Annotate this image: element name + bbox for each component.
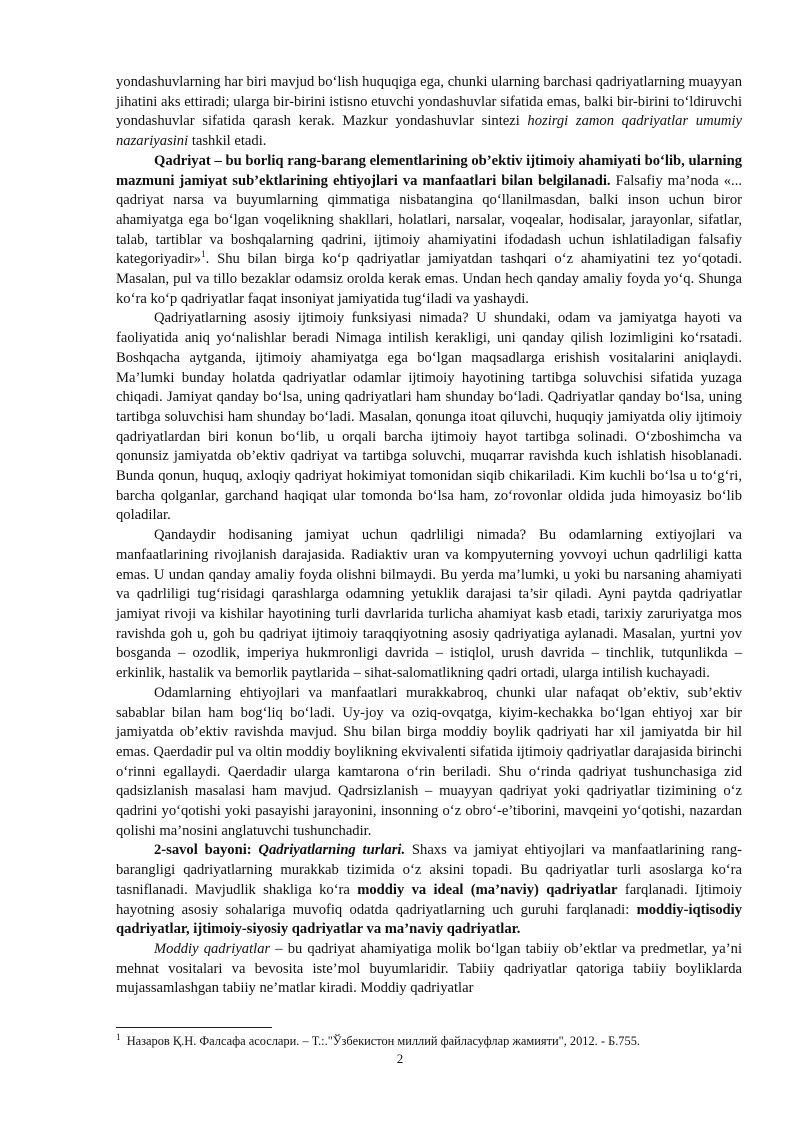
footnote-text: Назаров Қ.Н. Фалсафа асослари. – Т.:."Ўзбекистон миллий файласуфлар жамияти", 2012. - Б.755. xyxy=(126,1034,640,1048)
footnote-reference[interactable]: 1 xyxy=(201,249,206,260)
paragraph-4: Qandaydir hodisaning jamiyat uchun qadrliligi nimada? Bu odamlarning extiyojlari va manfaatlarining rivojlanish darajasida. Radiaktiv uran va kompyuterning yovvoyi uchun qadrliligi katta emas. U undan qanday amaliy foyda olishni bilmaydi. Bu yerda ma’lumki, u yoki bu narsaning ahamiyati va qadrliligi tug‘risidagi qarashlarga odamning yetuklik darajasi ta’sir qiladi. Ayni paytda qadriyatlar jamiyat rivoji va kishilar hayotining turli davrlarida turlicha ahamiyat kasb etadi, tarixiy zaruriyatga mos ravishda goh u, goh bu qadriyat ijtimoiy taraqqiyotning asosiy qadriyatiga aylanadi. Masalan, yurtni yov bosganda – ozodlik, imperiya hukmronligi davrida – istiqlol, urush davrida – tinchlik, tutqunlikda – erkinlik, hastalik va bemorlik paytlarida – sihat-salomatlikning qadri ortadi, ularga intilish kuchayadi. xyxy=(116,527,742,682)
paragraph-2 xyxy=(116,152,742,310)
emphasis-theory: hozirgi zamon qadriyatlar umumiy nazariyasini xyxy=(116,113,742,150)
emphasis-material-values: Moddiy qadriyatlar xyxy=(154,940,271,957)
paragraph-3: Qadriyatlarning asosiy ijtimoiy funksiyasi nimada? U shundaki, odam va jamiyatga hayoti va faoliyatida aniq yo‘nalishlar beradi Nimaga intilish kerakligi, uni qanday qilish lozimligini ko‘rsatadi. Boshqacha aytganda, ijtimoiy ahamiyatga ega bo‘lgan maqsadlarga erishish vositalarini aniqlaydi. Ma’lumki bunday holatda qadriyatlar odamlar ijtimoiy hayotining tartibga soluvchisi sifatida yuzaga chiqadi. Jamiyat qanday bo‘lsa, uning qadriyatlari ham shunday bo‘ladi. Qadriyatlar qanday bo‘lsa, uning tartibga soluvchisi ham shunday bo‘ladi. Masalan, qonunga itoat qiluvchi, huquqiy jamiyatda oliy ijtimoiy qadriyatlardan biri konun bo‘lib, u orqali barcha ijtimoiy hayot tartibga solinadi. O‘zboshimcha va qonunsiz jamiyatda ob’ektiv qadriyat va tartibga soluvchi, muqarrar ravishda kuch ishlatish hisoblanadi. Bunda qonun, huquq, axloqiy qadriyat hokimiyat tomonidan siqib chikariladi. Kim kuchli bo‘lsa u to‘g‘ri, barcha qolganlar, garchand haqiqat ular tomonda bo‘lsa ham, zo‘rovonlar oldida juda himoyasiz bo‘lib qoladilar. xyxy=(116,310,742,524)
paragraph-2-text: Falsafiy ma’noda «... qadriyat narsa va buyumlarning qimmatiga nisbatangina qo‘llanilmasdan, balki inson uchun biror ahamiyatga ega bo‘lgan voqelikning shakllari, holatlari, narsalar, voqealar, hodisalar, jarayonlar, sifatlar, talab, tartiblar va boshqalarning qadrini, ijtimoiy ahamiyatini ifodadash uchun ishlatiladigan falsafiy kategoriyadir» xyxy=(116,172,743,268)
paragraph-6 xyxy=(116,841,742,940)
emphasis-groups: moddiy-iqtisodiy qadriyatlar, ijtimoiy-siyosiy qadriyatlar va ma’naviy qadriyatlar. xyxy=(116,901,742,938)
section-title: Qadriyatlarning turlari. xyxy=(258,842,406,859)
emphasis-types: moddiy va ideal (ma’naviy) qadriyatlar xyxy=(357,881,618,898)
definition-bold: Qadriyat – bu borliq rang-barang elementlarining ob’ektiv ijtimoiy ahamiyati bo‘lib, ularning mazmuni jamiyat sub’ektlarining ehtiyojlari va manfaatlari bilan belgilanadi. xyxy=(116,152,742,189)
footnote-number: 1 xyxy=(116,1031,121,1042)
paragraph-1-text: yondashuvlarning har biri mavjud bo‘lish huquqiga ega, chunki ularning barchasi qadriyatlarning muayyan jihatini aks ettiradi; ularga bir-birini istisno etuvchi yondashuvlar sifatida emas, balki bir-birini to‘ldiruvchi yondashuvlar sifatida qarash kerak. Mazkur yondashuvlar sintezi xyxy=(116,74,742,130)
paragraph-1 xyxy=(116,73,742,152)
paragraph-7-text: – bu qadriyat ahamiyatiga molik bo‘lgan tabiiy ob’ektlar va predmetlar, ya’ni mehnat vositalari va bevosita iste’mol buyumlaridir. Tabiiy qadriyatlar qatoriga tabiiy boyliklarda mujassamlashgan tabiiy ne’matlar kiradi. Moddiy qadriyatlar xyxy=(116,940,742,997)
paragraph-1-text-end: tashkil etadi. xyxy=(188,133,267,150)
paragraph-6-text: Shaxs va jamiyat ehtiyojlari va manfaatlarining rang-barangligi qadriyatlarning murakkab tizimida o‘z aksini topadi. Bu qadriyatlar turli asoslarga ko‘ra tasniflanadi. Mavjudlik shakliga ko‘ra xyxy=(116,842,742,898)
paragraph-7 xyxy=(116,940,742,999)
paragraph-2-text-end: . Shu bilan birga ko‘p qadriyatlar jamiyatdan tashqari o‘z ahamiyatini tez yo‘qotadi. Masalan, pul va tillo bezaklar odamsiz orolda kerak emas. Undan hech qanday amaliy foyda yo‘q. Shunga ko‘ra ko‘p qadriyatlar faqat insoniyat jamiyatida tug‘iladi va yashaydi. xyxy=(116,251,742,307)
section-label: 2-savol bayoni: xyxy=(154,842,252,859)
document-body xyxy=(116,73,742,999)
paragraph-6-text-mid: farqlanadi. Ijtimoiy hayotning asosiy sohalariga muvofiq odatda qadriyatlarning uch guruhi farqlanadi: xyxy=(116,881,742,918)
footnote xyxy=(116,1033,742,1049)
page-number: 2 xyxy=(396,1051,404,1066)
footnote-divider xyxy=(116,1027,272,1028)
paragraph-5: Odamlarning ehtiyojlari va manfaatlari murakkabroq, chunki ular nafaqat ob’ektiv, sub’ektiv sabablar bilan ham bog‘liq bo‘ladi. Uy-joy va oziq-ovqatga, kiyim-kechakka bo‘lgan ehtiyoj xar bir jamiyatda ob’ektiv ravishda mavjud. Shu bilan birga moddiy boylik qadriyati har xil jamiyatda bir hil emas. Qaerdadir pul va oltin moddiy boylikning ekvivalenti sifatida ijtimoiy qadriyatlar darajasida birinchi o‘rinni egallaydi. Qaerdadir ularga kamtarona o‘rin beriladi. Shu o‘rinda qadriyat tushunchasiga zid qadsizlanish masalasi ham mavjud. Qadrsizlanish – muayyan qadriyat yoki qadriyatlar tizimining o‘z qadrini yo‘qotishi yoki pasayishi jarayonini, insonning o‘z obro‘-e’tiborini, mavqeini yo‘qotishi, nazardan qolishi ma’nosini anglatuvchi tushunchadir. xyxy=(116,684,742,839)
